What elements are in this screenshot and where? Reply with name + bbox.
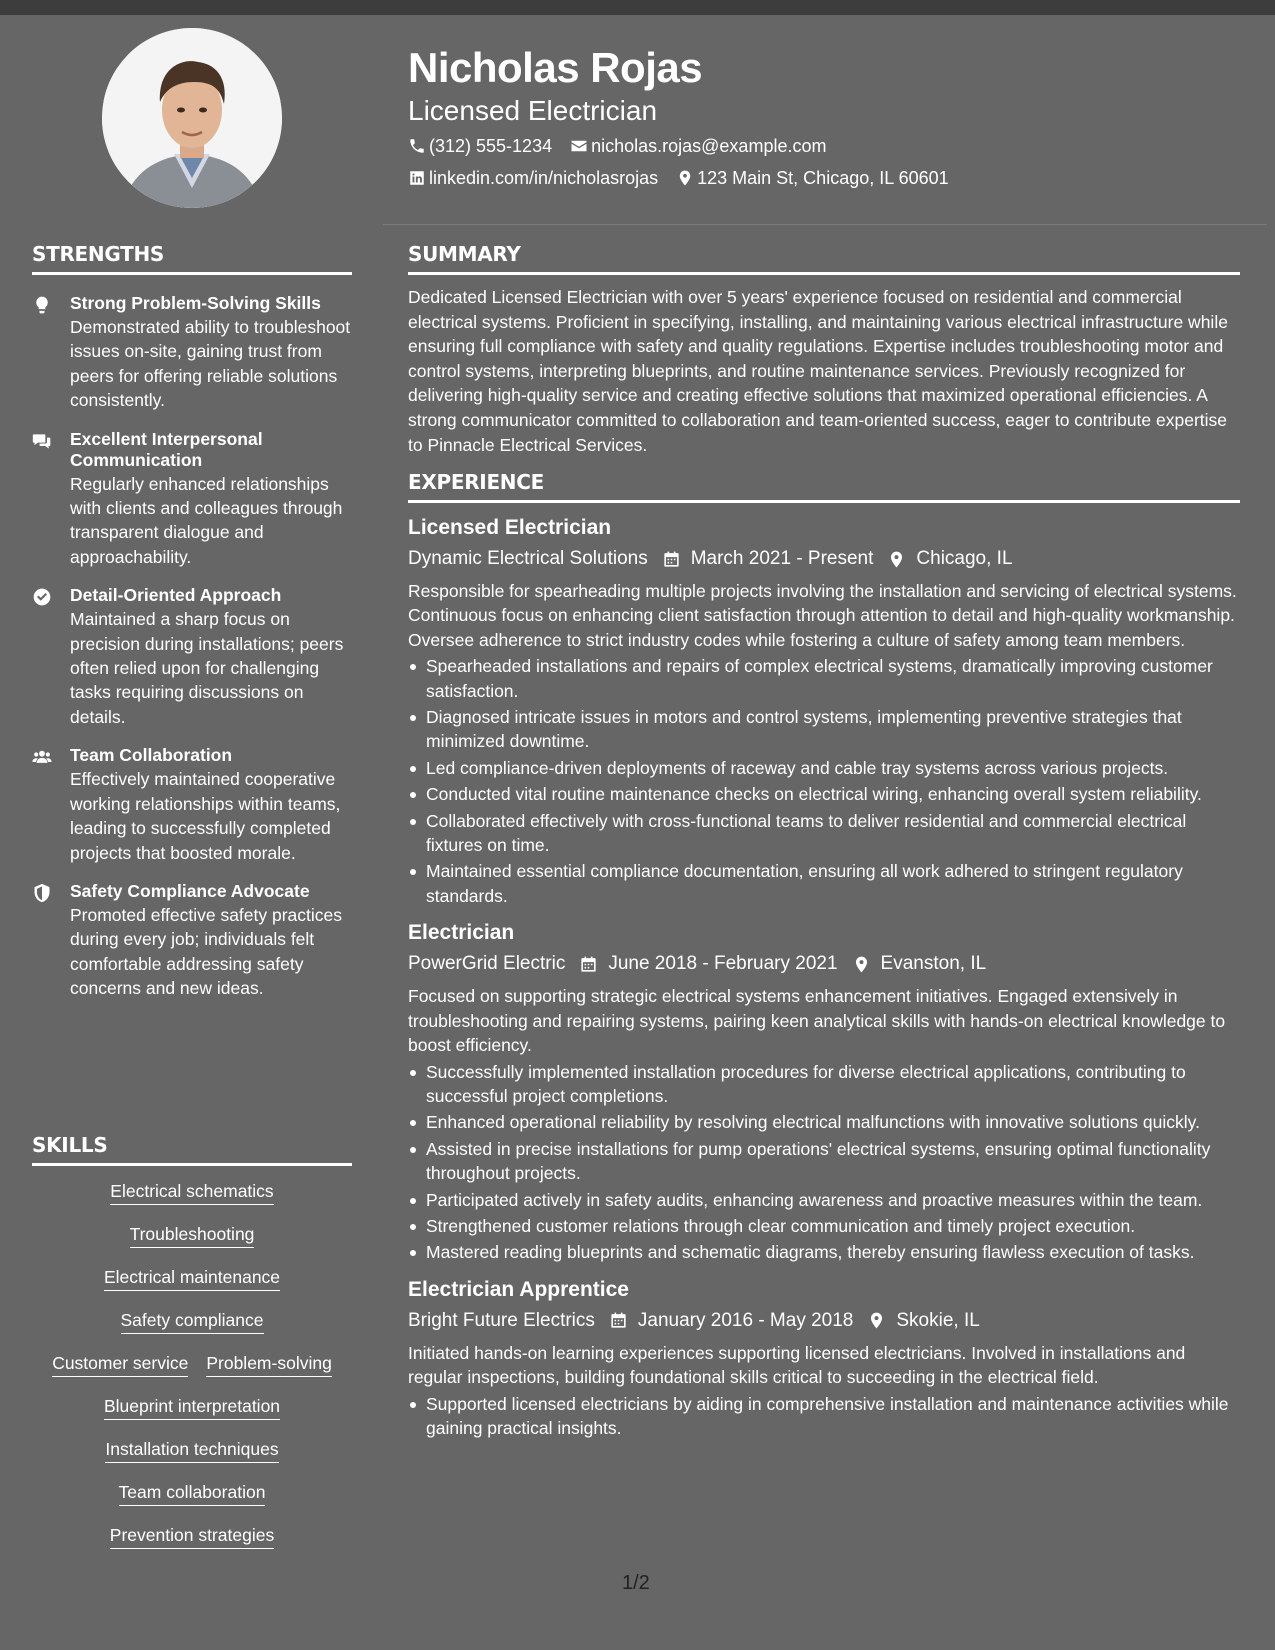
job-company: Dynamic Electrical Solutions bbox=[408, 548, 648, 569]
skills-section bbox=[32, 1133, 352, 1567]
job-description: Initiated hands-on learning experiences supporting licensed electricians. Involved in installations and regular inspections, building foundational skills critical to succeeding in the electrical field. bbox=[408, 1342, 1186, 1388]
users-icon bbox=[32, 745, 70, 865]
strength-description: Regularly enhanced relationships with clients and colleagues through transparent dialogue and approachability. bbox=[70, 473, 343, 567]
top-bar bbox=[0, 0, 1275, 15]
job-location: Chicago, IL bbox=[916, 548, 1013, 569]
experience-section bbox=[408, 470, 1240, 1442]
strengths-list bbox=[32, 293, 352, 1001]
job-description: Responsible for spearheading multiple projects involving the installation and servicing of electrical systems. Continuous focus on enhancing client satisfaction through attention to detail and high-quality workmanship. Oversee adherence to strict industry codes while fostering a culture of safety among team members. bbox=[408, 581, 1237, 650]
job-meta bbox=[408, 1309, 1240, 1333]
skill-tag: Customer service bbox=[52, 1352, 188, 1377]
job-location: Skokie, IL bbox=[896, 1309, 980, 1331]
strength-title: Excellent Interpersonal Communication bbox=[70, 428, 263, 470]
map-pin-icon bbox=[852, 955, 871, 974]
job-dates: June 2018 - February 2021 bbox=[608, 953, 838, 975]
bullet-item: Diagnosed intricate issues in motors and control systems, implementing preventive strategies that minimized downtime. bbox=[408, 705, 1240, 754]
job-meta bbox=[408, 952, 1240, 976]
email-text[interactable]: nicholas.rojas@example.com bbox=[591, 136, 827, 156]
strength-description: Demonstrated ability to troubleshoot issues on-site, gaining trust from peers for offering reliable solutions consistently. bbox=[70, 317, 351, 411]
envelope-icon bbox=[570, 137, 588, 155]
job-entry bbox=[408, 515, 1240, 908]
bullet-item: Strengthened customer relations through clear communication and timely project execution. bbox=[408, 1214, 1240, 1238]
bullet-item: Enhanced operational reliability by resolving electrical malfunctions with innovative solutions quickly. bbox=[408, 1110, 1240, 1134]
bullet-item: Successfully implemented installation procedures for diverse electrical applications, contributing to successful project completions. bbox=[408, 1060, 1240, 1109]
strength-item bbox=[32, 585, 352, 729]
job-meta bbox=[408, 547, 1240, 571]
map-pin-icon bbox=[887, 550, 906, 569]
contact-row bbox=[408, 167, 949, 189]
job-title: Electrician Apprentice bbox=[408, 1277, 629, 1301]
skill-tag: Problem-solving bbox=[206, 1352, 331, 1377]
job-title: Licensed Electrician bbox=[408, 516, 612, 539]
job-bullets bbox=[408, 1060, 1240, 1265]
strength-description: Maintained a sharp focus on precision during installations; peers often relied upon for challenging tasks requiring discussions on details. bbox=[70, 609, 344, 727]
candidate-title: Licensed Electrician bbox=[408, 95, 658, 126]
skill-tag: Electrical maintenance bbox=[104, 1266, 280, 1291]
strength-title: Strong Problem-Solving Skills bbox=[70, 293, 321, 313]
lightbulb-icon bbox=[32, 293, 70, 413]
job-title: Electrician bbox=[408, 921, 515, 945]
skill-tag: Prevention strategies bbox=[110, 1524, 274, 1549]
skill-tag: Safety compliance bbox=[121, 1309, 264, 1334]
header-divider bbox=[383, 224, 1267, 225]
job-bullets bbox=[408, 1392, 1240, 1441]
bullet-item: Mastered reading blueprints and schematic diagrams, thereby ensuring flawless execution of tasks. bbox=[408, 1240, 1240, 1264]
phone-icon bbox=[408, 137, 426, 155]
email-contact[interactable] bbox=[570, 135, 826, 157]
bullet-item: Conducted vital routine maintenance checks on electrical wiring, enhancing overall system reliability. bbox=[408, 782, 1240, 806]
bullet-item: Supported licensed electricians by aiding in comprehensive installation and maintenance activities while gaining practical insights. bbox=[408, 1392, 1240, 1441]
shield-icon bbox=[32, 881, 70, 1001]
linkedin-icon bbox=[408, 169, 426, 187]
strength-item bbox=[32, 745, 352, 865]
map-pin-icon bbox=[676, 169, 694, 187]
strength-item bbox=[32, 429, 352, 570]
phone-text: (312) 555-1234 bbox=[429, 136, 553, 156]
strength-title: Team Collaboration bbox=[70, 745, 233, 766]
strength-item bbox=[32, 881, 352, 1001]
skill-tag: Troubleshooting bbox=[130, 1223, 255, 1248]
job-bullets bbox=[408, 654, 1240, 908]
portrait-image bbox=[102, 28, 282, 208]
calendar-icon bbox=[662, 550, 681, 569]
job-company: Bright Future Electrics bbox=[408, 1309, 595, 1331]
bullet-item: Assisted in precise installations for pump operations' electrical systems, ensuring optimal functionality throughout projects. bbox=[408, 1137, 1240, 1186]
address-text: 123 Main St, Chicago, IL 60601 bbox=[697, 168, 949, 188]
strength-title: Detail-Oriented Approach bbox=[70, 585, 282, 606]
bullet-item: Collaborated effectively with cross-functional teams to deliver residential and commercial electrical fixtures on time. bbox=[408, 809, 1240, 858]
strengths-heading: STRENGTHS bbox=[32, 242, 352, 275]
phone-contact bbox=[408, 135, 552, 157]
bullet-item: Participated actively in safety audits, enhancing awareness and proactive measures within the team. bbox=[408, 1188, 1240, 1212]
strengths-section bbox=[32, 242, 352, 1001]
job-dates: January 2016 - May 2018 bbox=[637, 1309, 854, 1331]
chat-bubbles-icon bbox=[32, 429, 70, 570]
map-pin-icon bbox=[867, 1311, 886, 1330]
job-entry bbox=[408, 920, 1240, 1264]
linkedin-contact[interactable] bbox=[408, 167, 658, 189]
summary-text: Dedicated Licensed Electrician with over 5 years' experience focused on residential and commercial electrical systems. Proficient in specifying, installing, and maintaining various electrical infrastructure while ensuring full compliance with safety and quality regulations. Expertise includes troubleshooting motor and control systems, interpreting blueprints, and routine maintenance services. Previously recognized for delivering high-quality service and creating effective solutions that maximized operational efficiencies. A strong communicator committed to collaboration and team-oriented success, eager to contribute expertise to Pinnacle Electrical Services. bbox=[408, 287, 1228, 455]
skill-tag: Electrical schematics bbox=[110, 1180, 273, 1205]
address-contact bbox=[676, 167, 949, 189]
contact-row bbox=[408, 135, 826, 157]
strength-description: Promoted effective safety practices during every job; individuals felt comfortable addressing safety concerns and new ideas. bbox=[70, 904, 343, 999]
skill-tag: Blueprint interpretation bbox=[104, 1395, 280, 1420]
job-dates: March 2021 - Present bbox=[690, 548, 874, 569]
page-number: 1/2 bbox=[622, 1572, 650, 1594]
strength-title: Safety Compliance Advocate bbox=[70, 880, 310, 901]
skills-list bbox=[32, 1180, 352, 1549]
bullet-item: Spearheaded installations and repairs of complex electrical systems, dramatically improving customer satisfaction. bbox=[408, 654, 1240, 703]
bullet-item: Led compliance-driven deployments of raceway and cable tray systems across various projects. bbox=[408, 756, 1240, 780]
strength-item bbox=[32, 293, 352, 413]
bullet-item: Maintained essential compliance documentation, ensuring all work adhered to stringent regulatory standards. bbox=[408, 859, 1240, 908]
check-circle-icon bbox=[32, 585, 70, 729]
calendar-icon bbox=[609, 1311, 628, 1330]
job-entry bbox=[408, 1277, 1240, 1441]
summary-section bbox=[408, 242, 1240, 457]
profile-photo bbox=[102, 28, 282, 208]
summary-heading: SUMMARY bbox=[408, 242, 1240, 275]
candidate-name: Nicholas Rojas bbox=[408, 44, 703, 91]
skills-heading: SKILLS bbox=[32, 1133, 352, 1166]
calendar-icon bbox=[579, 955, 598, 974]
skill-tag: Team collaboration bbox=[119, 1481, 266, 1506]
job-description: Focused on supporting strategic electrical systems enhancement initiatives. Engaged extensively in troubleshooting and repairing systems, pairing keen analytical skills with hands-on electrical knowledge to boost efficiency. bbox=[408, 986, 1226, 1056]
linkedin-text[interactable]: linkedin.com/in/nicholasrojas bbox=[429, 168, 659, 188]
skill-tag: Installation techniques bbox=[105, 1438, 278, 1463]
experience-heading: EXPERIENCE bbox=[408, 470, 1240, 503]
job-location: Evanston, IL bbox=[880, 953, 987, 975]
strength-description: Effectively maintained cooperative working relationships within teams, leading to successfully completed projects that boosted morale. bbox=[70, 769, 341, 863]
job-company: PowerGrid Electric bbox=[408, 953, 566, 975]
